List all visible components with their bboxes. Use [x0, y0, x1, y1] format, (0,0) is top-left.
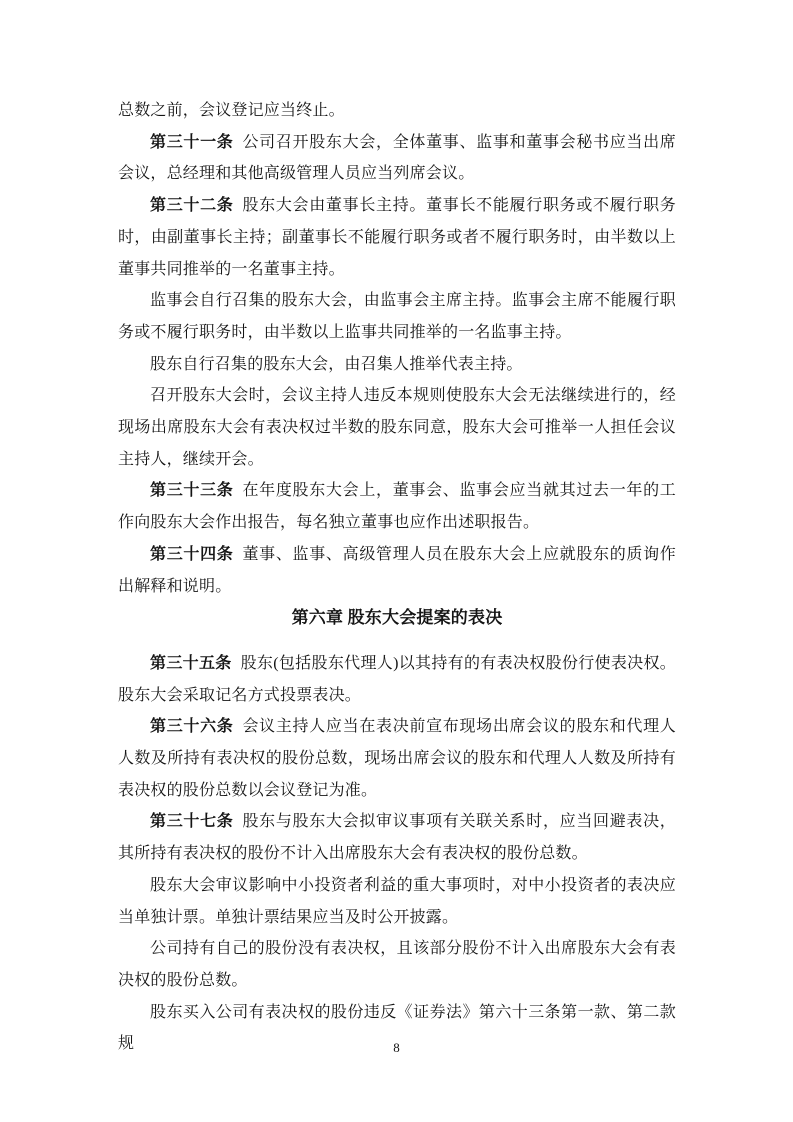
article-paragraph [118, 539, 676, 602]
article-number: 第三十六条 [150, 718, 234, 736]
article-number: 第三十七条 [150, 813, 234, 831]
paragraph-text: 股东大会由董事长主持。董事长不能履行职务或不履行职务时，由副董事长主持；副董事长不能履行职务或者不履行职务时，由半数以上董事共同推举的一名董事主持。 [118, 197, 676, 278]
paragraph-text: 股东自行召集的股东大会，由召集人推举代表主持。 [150, 355, 523, 373]
article-number: 第三十三条 [150, 482, 234, 500]
article-number: 第三十五条 [150, 654, 232, 672]
article-paragraph [118, 475, 676, 538]
body-paragraph [118, 933, 676, 996]
article-paragraph [118, 190, 676, 285]
paragraph-text: 股东与股东大会拟审议事项有关联关系时，应当回避表决，其所持有表决权的股份不计入出席股东大会有表决权的股份总数。 [118, 813, 676, 863]
article-paragraph [118, 127, 676, 190]
paragraph-text: 股东(包括股东代理人)以其持有的有表决权股份行使表决权。股东大会采取记名方式投票表决。 [118, 654, 676, 704]
article-paragraph [118, 806, 676, 869]
article-number: 第三十四条 [150, 545, 234, 563]
paragraph-text: 公司召开股东大会，全体董事、监事和董事会秘书应当出席会议，总经理和其他高级管理人员应当列席会议。 [118, 133, 676, 183]
article-paragraph [118, 711, 676, 806]
paragraph-text: 召开股东大会时，会议主持人违反本规则使股东大会无法继续进行的，经现场出席股东大会有表决权过半数的股东同意，股东大会可推举一人担任会议主持人，继续开会。 [118, 387, 676, 468]
paragraph-text: 总数之前，会议登记应当终止。 [118, 102, 345, 119]
paragraph-text: 公司持有自己的股份没有表决权，且该部分股份不计入出席股东大会有表决权的股份总数。 [118, 940, 676, 989]
body-paragraph [118, 380, 676, 475]
page-number: 8 [393, 1040, 400, 1055]
paragraph-text: 在年度股东大会上，董事会、监事会应当就其过去一年的工作向股东大会作出报告，每名独立董事也应作出述职报告。 [118, 482, 676, 532]
paragraph-text: 董事、监事、高级管理人员在股东大会上应就股东的质询作出解释和说明。 [118, 545, 676, 595]
body-paragraph [118, 870, 676, 933]
body-paragraph [118, 285, 676, 348]
article-number: 第三十一条 [150, 133, 234, 151]
paragraph-text: 股东大会审议影响中小投资者利益的重大事项时，对中小投资者的表决应当单独计票。单独计票结果应当及时公开披露。 [118, 876, 676, 926]
body-paragraph [118, 349, 676, 381]
paragraph-text: 股东买入公司有表决权的股份违反《证券法》第六十三条第一款、第二款规 [118, 1003, 676, 1053]
article-number: 第三十二条 [150, 197, 234, 215]
paragraph-continuation [118, 95, 676, 127]
document-body [118, 95, 676, 1060]
article-paragraph [118, 648, 676, 711]
paragraph-text: 监事会自行召集的股东大会，由监事会主席主持。监事会主席不能履行职务或不履行职务时，由半数以上监事共同推举的一名监事主持。 [118, 292, 676, 341]
paragraph-text: 会议主持人应当在表决前宣布现场出席会议的股东和代理人人数及所持有表决权的股份总数，现场出席会议的股东和代理人人数及所持有表决权的股份总数以会议登记为准。 [118, 718, 676, 799]
chapter-heading: 第六章 股东大会提案的表决 [291, 608, 503, 628]
